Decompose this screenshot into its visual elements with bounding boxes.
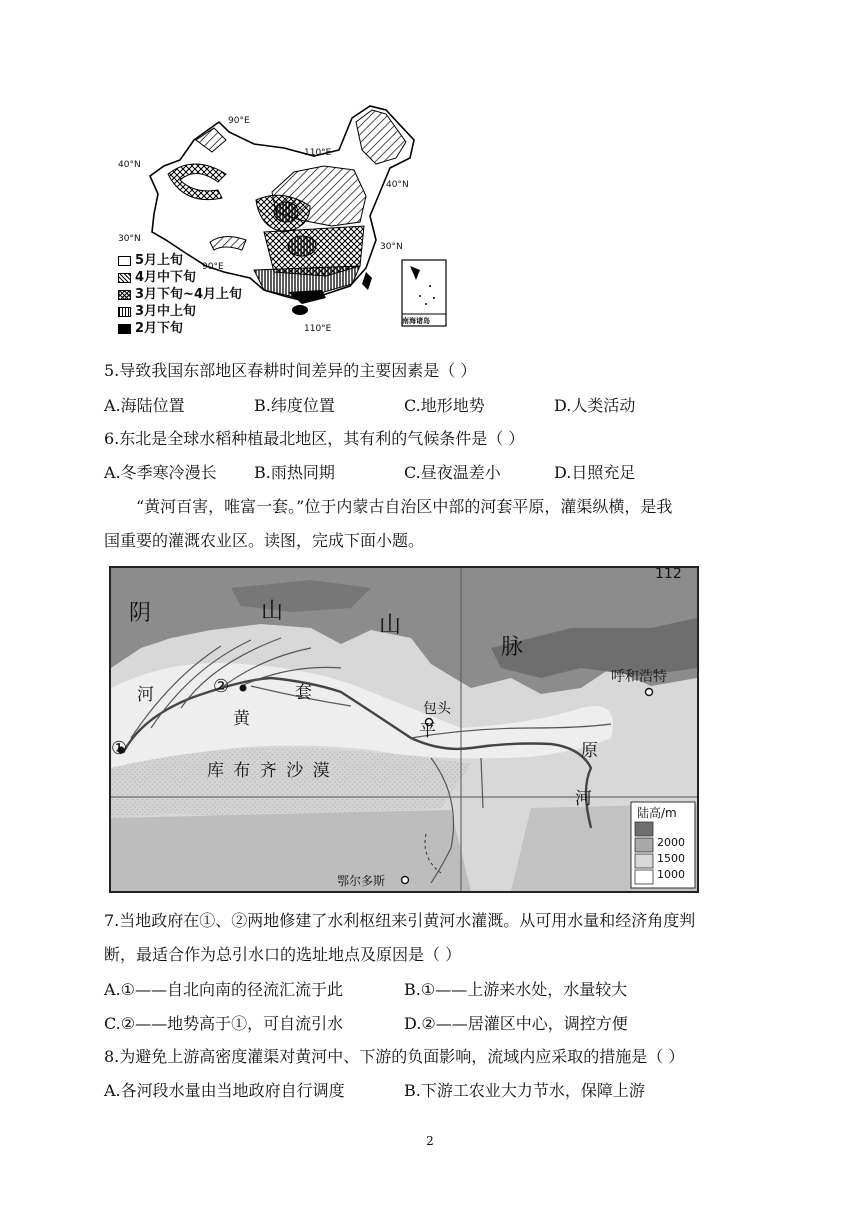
marker-1: ① — [111, 738, 128, 759]
label-tao: 套 — [295, 683, 312, 703]
lat-label-40n-left: 40°N — [118, 160, 141, 170]
lon-label-110e-top: 110°E — [304, 148, 332, 158]
q6-option-b[interactable]: B.雨热同期 — [254, 463, 335, 482]
legend-label: 4月中下旬 — [135, 270, 197, 285]
q5-option-d[interactable]: D.人类活动 — [554, 396, 636, 415]
legend-item — [118, 286, 242, 303]
q6-option-c[interactable]: C.昼夜温差小 — [404, 463, 501, 482]
q5-option-b[interactable]: B.纬度位置 — [254, 396, 335, 415]
q5-option-a[interactable]: A.海陆位置 — [104, 396, 185, 415]
lon-label-90e-bottom: 90°E — [202, 262, 224, 272]
q7-stem-line-1: 7.当地政府在①、②两地修建了水利枢纽来引黄河水灌溉。从可用水量和经济角度判 — [104, 911, 696, 930]
swatch-vertical — [118, 307, 131, 317]
lat-label-30n-left: 30°N — [118, 234, 141, 244]
swatch-cross — [118, 290, 131, 300]
label-he-2: 河 — [575, 789, 592, 809]
marker-2: ② — [213, 676, 230, 697]
label-ping: 平 — [419, 721, 436, 741]
legend-label: 3月中上旬 — [135, 304, 197, 319]
lon-label-90e-top: 90°E — [228, 116, 250, 126]
q5-option-c[interactable]: C.地形地势 — [404, 396, 485, 415]
city-baotou: 包头 — [423, 701, 451, 717]
q7-option-c[interactable]: C.②——地势高于①，可自流引水 — [104, 1014, 344, 1033]
q5-stem: 5.导致我国东部地区春耕时间差异的主要因素是（ ） — [104, 361, 477, 380]
q6-option-d[interactable]: D.日照充足 — [554, 463, 636, 482]
city-hohhot: 呼和浩特 — [611, 669, 667, 685]
legend-label: 5月上旬 — [135, 253, 184, 268]
legend2-title: 陆高/m — [637, 806, 677, 820]
q7-option-b[interactable]: B.①——上游来水处，水量较大 — [404, 980, 628, 999]
q8-option-b[interactable]: B.下游工农业大力节水，保障上游 — [404, 1081, 645, 1100]
lat-label-30n-right: 30°N — [380, 242, 403, 252]
label-huang: 黄 — [233, 709, 250, 729]
lat-label-40n-right: 40°N — [386, 180, 409, 190]
q8-option-a[interactable]: A.各河段水量由当地政府自行调度 — [104, 1081, 345, 1100]
map1-legend — [118, 252, 242, 337]
q6-stem: 6.东北是全球水稻种植最北地区，其有利的气候条件是（ ） — [104, 429, 525, 448]
q7-option-a[interactable]: A.①——自北向南的径流汇流于此 — [104, 980, 343, 999]
legend-item — [118, 269, 242, 286]
q8-stem: 8.为避免上游高密度灌渠对黄河中、下游的负面影响，流域内应采取的措施是（ ） — [104, 1047, 685, 1066]
lon-label-110e-bottom: 110°E — [304, 324, 332, 334]
label-kubuqi-desert: 库 布 齐 沙 漠 — [207, 761, 332, 781]
city-ordos: 鄂尔多斯 — [337, 874, 386, 888]
intro-line-2: 国重要的灌溉农业区。读图，完成下面小题。 — [104, 531, 425, 550]
label-shan-2: 山 — [379, 613, 402, 638]
legend-item — [118, 303, 242, 320]
legend-item — [118, 252, 242, 269]
q7-stem-line-2: 断，最适合作为总引水口的选址地点及原因是（ ） — [104, 945, 462, 964]
swatch-hatch — [118, 273, 131, 283]
q6-option-a[interactable]: A.冬季寒冷漫长 — [104, 463, 217, 482]
page-number: 2 — [426, 1134, 434, 1148]
label-he-1: 河 — [137, 685, 154, 705]
legend-item — [118, 320, 242, 337]
label-yin: 阴 — [129, 601, 152, 626]
legend2-value-2000: 2000 — [657, 836, 685, 849]
legend2-value-1000: 1000 — [657, 868, 685, 881]
hetao-map-graphic — [111, 568, 697, 891]
swatch-black — [118, 324, 131, 334]
hetao-plain-map — [109, 566, 699, 893]
label-yuan: 原 — [581, 741, 598, 761]
legend-label: 2月下旬 — [135, 321, 184, 336]
legend-label: 3月下旬~4月上旬 — [135, 287, 242, 302]
lon-label-112: 112 — [655, 566, 682, 582]
label-mai: 脉 — [501, 635, 524, 660]
intro-line-1: “黄河百害，唯富一套。”位于内蒙古自治区中部的河套平原，灌渠纵横，是我 — [136, 497, 673, 516]
q7-option-d[interactable]: D.②——居灌区中心，调控方便 — [404, 1014, 628, 1033]
label-shan-1: 山 — [261, 599, 284, 624]
swatch-blank — [118, 256, 131, 266]
legend2-value-1500: 1500 — [657, 852, 685, 865]
inset-label: 南海诸岛 — [402, 317, 430, 325]
